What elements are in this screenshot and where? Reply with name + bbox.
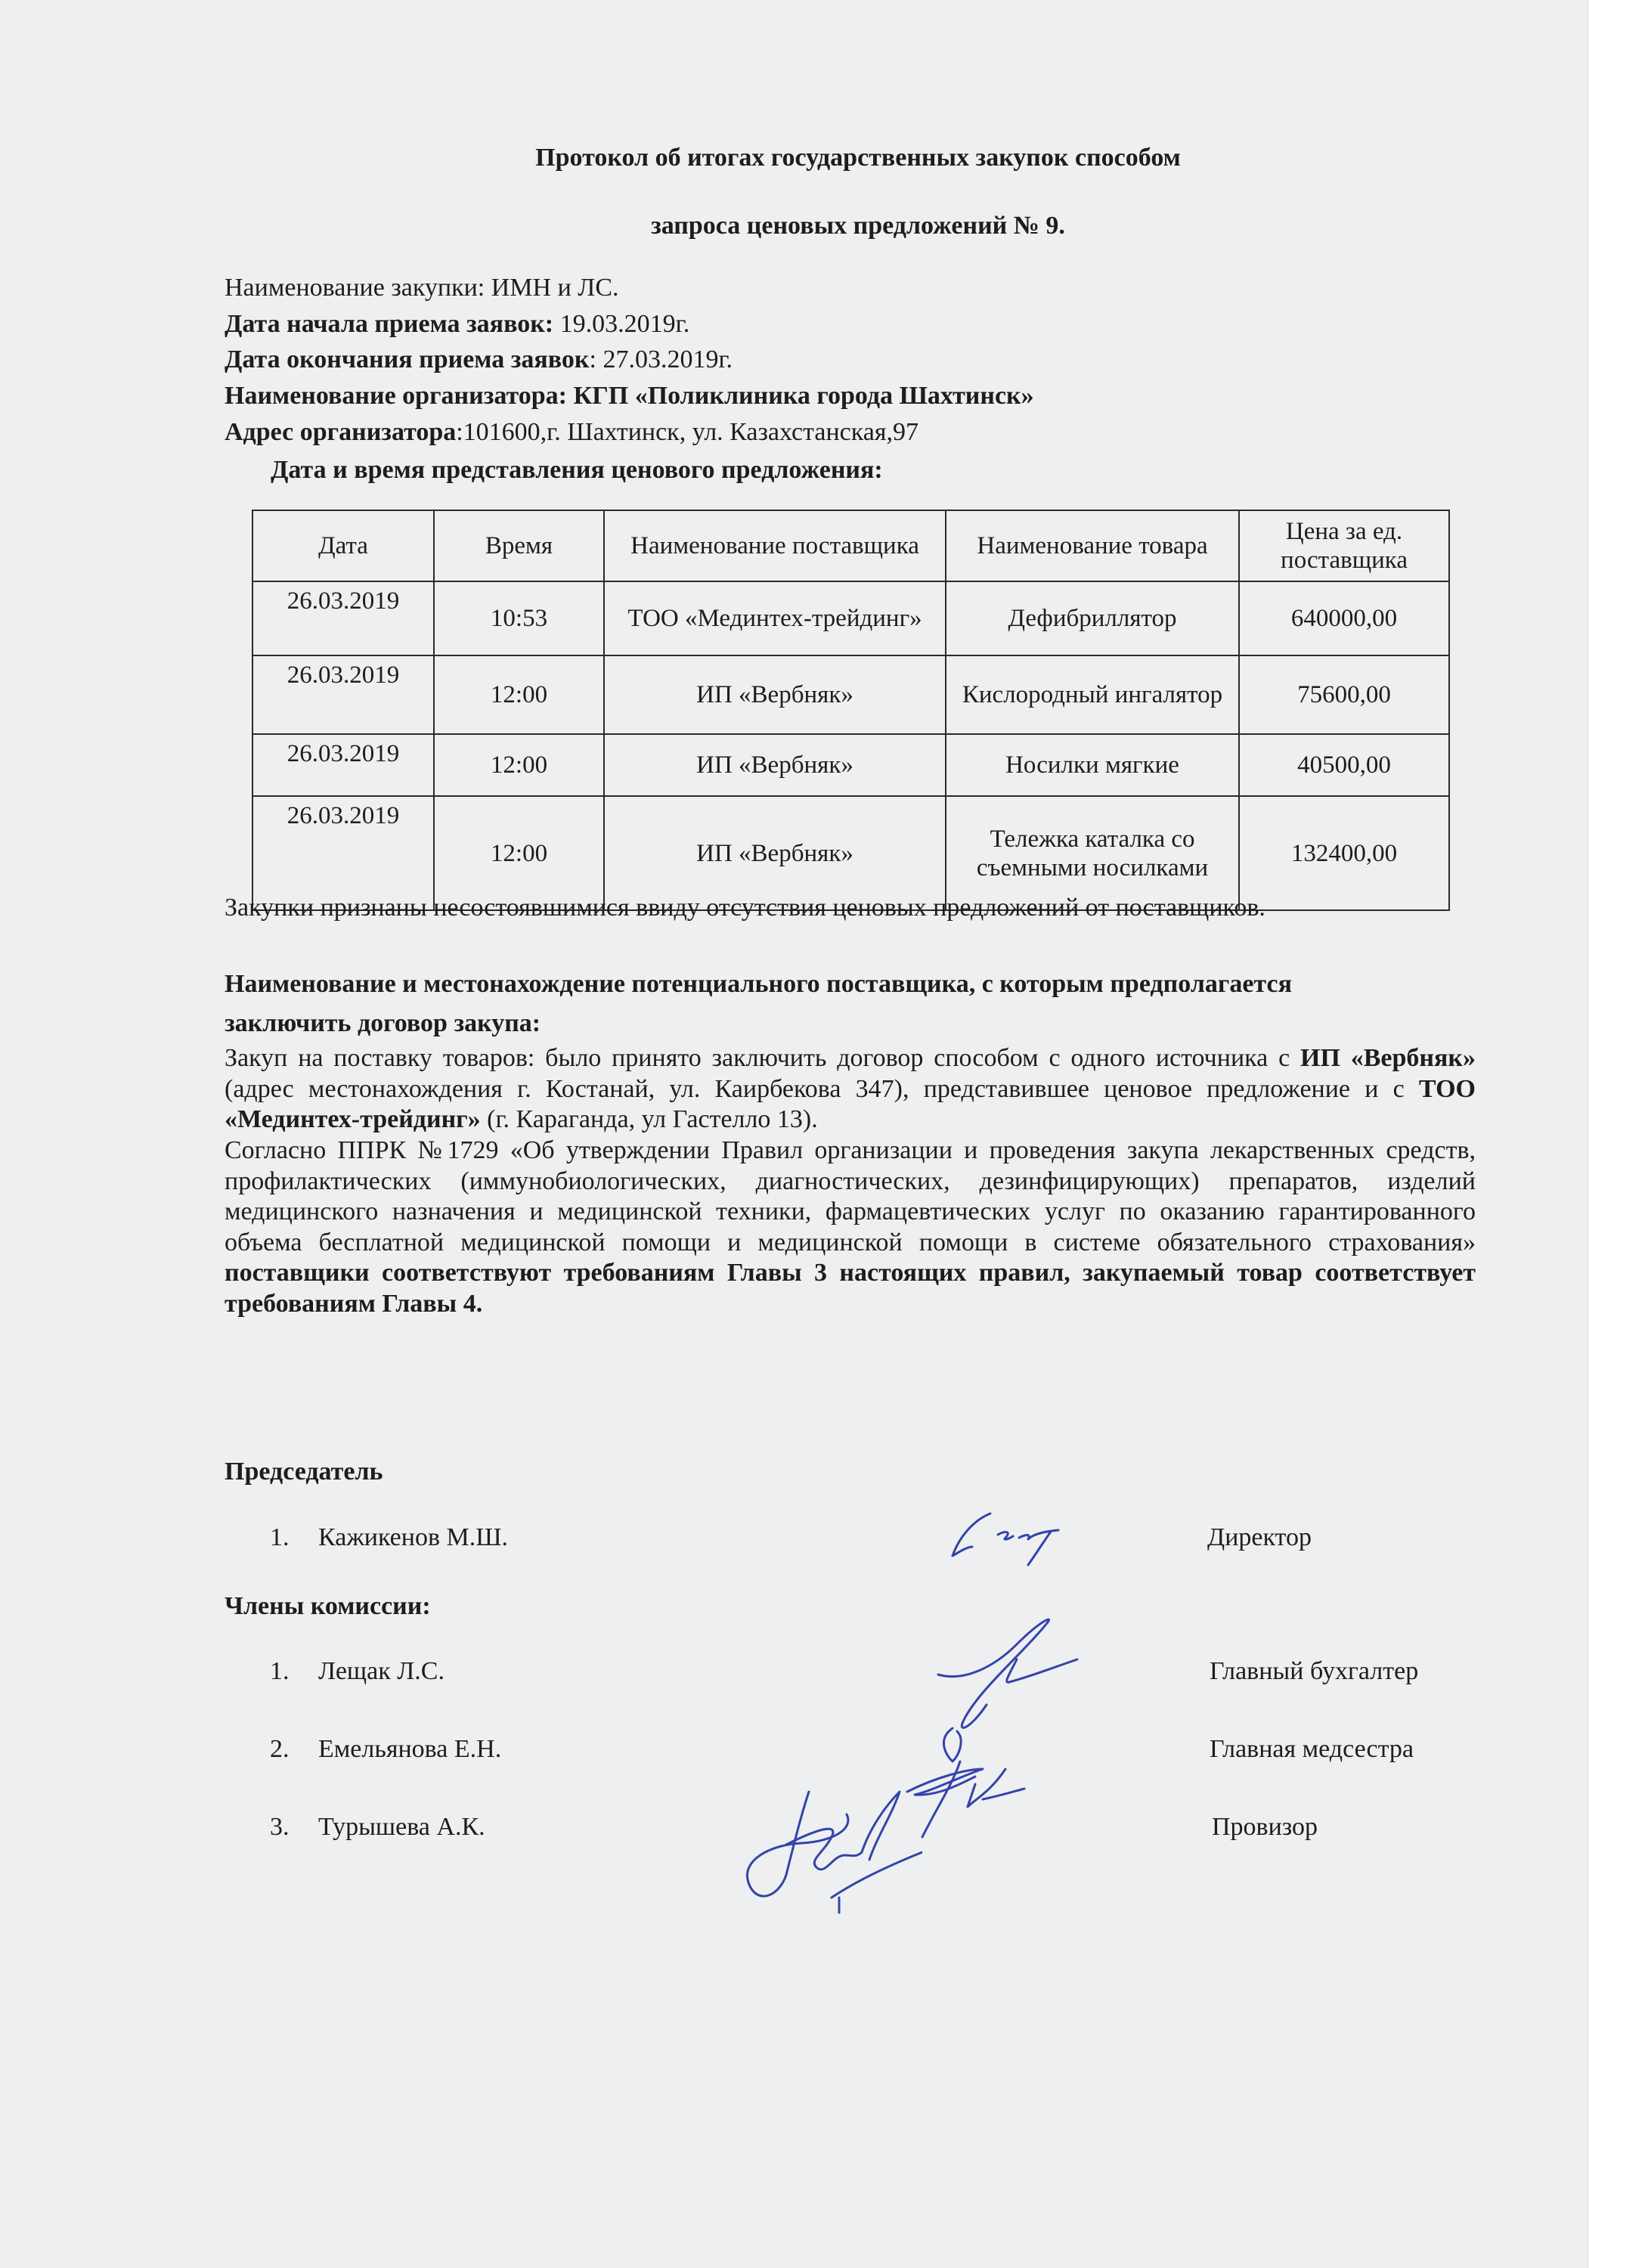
cell-price: 75600,00	[1239, 655, 1449, 734]
member-position: Провизор	[1212, 1813, 1318, 1841]
header-date: Дата	[252, 510, 434, 581]
cell-price: 640000,00	[1239, 581, 1449, 655]
cell-item: Дефибриллятор	[946, 581, 1239, 655]
result-text: Закупки признаны несостоявшимися ввиду отсутствия ценовых предложений от поставщиков.	[225, 894, 1265, 922]
chairman-position: Директор	[1207, 1523, 1312, 1551]
chairman-name: Кажикенов М.Ш.	[318, 1523, 509, 1551]
price-offers-table	[252, 510, 1450, 911]
field-label: Наименование закупки:	[225, 274, 491, 302]
cell-price: 40500,00	[1239, 734, 1449, 796]
cell-supplier: ТОО «Мединтех-трейдинг»	[604, 581, 946, 655]
cell-item: Кислородный ингалятор	[946, 655, 1239, 734]
supplier-heading-line-1: Наименование и местонахождение потенциального поставщика, с которым предполагается	[225, 970, 1293, 998]
cell-date: 26.03.2019	[252, 796, 434, 910]
field-label: Адрес организатора	[225, 418, 457, 446]
paragraph-text: Согласно ППРК №1729 «Об утверждении Правил организации и проведения закупа лекарственных средств, профилактических (иммунобиологических, диагностических, дезинфицирующих) препаратов, изделий медицинского назначения и медицинской техники, фармацевтических услуг по оказанию гарантированного объема бесплатной медицинской помощи и медицинской помощи в системе обязательного страхования»	[225, 1136, 1476, 1256]
member-position: Главная медсестра	[1210, 1735, 1414, 1763]
cell-supplier: ИП «Вербняк»	[604, 734, 946, 796]
field-value: :101600,г. Шахтинск, ул. Казахстанская,97	[456, 418, 919, 446]
cell-item: Носилки мягкие	[946, 734, 1239, 796]
field-start-date	[225, 310, 689, 339]
title-line-1: Протокол об итогах государственных закупок способом	[535, 144, 1181, 172]
field-organizer-address	[225, 418, 918, 447]
cell-supplier: ИП «Вербняк»	[604, 796, 946, 910]
chairman-number: 1.	[270, 1523, 290, 1551]
paragraph-text: Закуп на поставку товаров: было принято заключить договор способом с одного источника с	[225, 1044, 1300, 1072]
signature-chairman	[945, 1504, 1096, 1572]
chairman-heading: Председатель	[225, 1458, 383, 1486]
field-value: : 27.03.2019г.	[589, 345, 733, 373]
cell-date: 26.03.2019	[252, 655, 434, 734]
member-name: Емельянова Е.Н.	[318, 1735, 502, 1763]
field-label: Дата окончания приема заявок	[225, 345, 590, 373]
header-price: Цена за ед. поставщика	[1239, 510, 1449, 581]
field-organizer	[225, 382, 1034, 411]
cell-time: 12:00	[434, 655, 604, 734]
member-number: 1.	[270, 1657, 290, 1685]
supplier-heading-line-2: заключить договор закупа:	[225, 1009, 541, 1037]
member-name: Турышева А.К.	[318, 1813, 485, 1841]
field-value: ИМН и ЛС.	[491, 274, 619, 302]
paragraph-text: (г. Караганда, ул Гастелло 13).	[480, 1105, 818, 1133]
cell-price: 132400,00	[1239, 796, 1449, 910]
table-row	[252, 734, 1449, 796]
cell-time: 10:53	[434, 581, 604, 655]
member-number: 2.	[270, 1735, 290, 1763]
field-label: Дата начала приема заявок:	[225, 310, 560, 338]
table-row	[252, 581, 1449, 655]
cell-date: 26.03.2019	[252, 734, 434, 796]
member-name: Лещак Л.С.	[318, 1657, 445, 1685]
field-purchase-name	[225, 274, 619, 302]
cell-date: 26.03.2019	[252, 581, 434, 655]
table-caption: Дата и время представления ценового предложения:	[271, 456, 883, 484]
paragraph-text: (адрес местонахождения г. Костанай, ул. Каирбекова 347), представившее ценовое предложение и с	[225, 1074, 1419, 1103]
header-time: Время	[434, 510, 604, 581]
legal-paragraph	[225, 1136, 1476, 1319]
table-row	[252, 655, 1449, 734]
members-heading: Члены комиссии:	[225, 1592, 431, 1620]
supplier-name-medintech: ТОО «Мединтех-трейдинг»	[225, 1074, 1476, 1133]
cell-item: Тележка каталка со съемными носилками	[946, 796, 1239, 910]
cell-time: 12:00	[434, 734, 604, 796]
cell-time: 12:00	[434, 796, 604, 910]
field-end-date	[225, 345, 733, 374]
field-value: 19.03.2019г.	[559, 310, 690, 338]
field-label: Наименование организатора: КГП «Поликлиника города Шахтинск»	[225, 382, 1034, 410]
supplier-paragraph	[225, 1043, 1476, 1136]
member-position: Главный бухгалтер	[1210, 1657, 1419, 1685]
member-number: 3.	[270, 1813, 290, 1841]
header-item: Наименование товара	[946, 510, 1239, 581]
header-supplier: Наименование поставщика	[604, 510, 946, 581]
table-header-row	[252, 510, 1449, 581]
title-line-2: запроса ценовых предложений № 9.	[651, 212, 1065, 240]
cell-supplier: ИП «Вербняк»	[604, 655, 946, 734]
signature-turysheva	[741, 1784, 922, 1920]
supplier-name-verbnyak: ИП «Вербняк»	[1300, 1044, 1476, 1072]
compliance-statement: поставщики соответствуют требованиям Главы 3 настоящих правил, закупаемый товар соответствует требованиям Главы 4.	[225, 1259, 1476, 1318]
